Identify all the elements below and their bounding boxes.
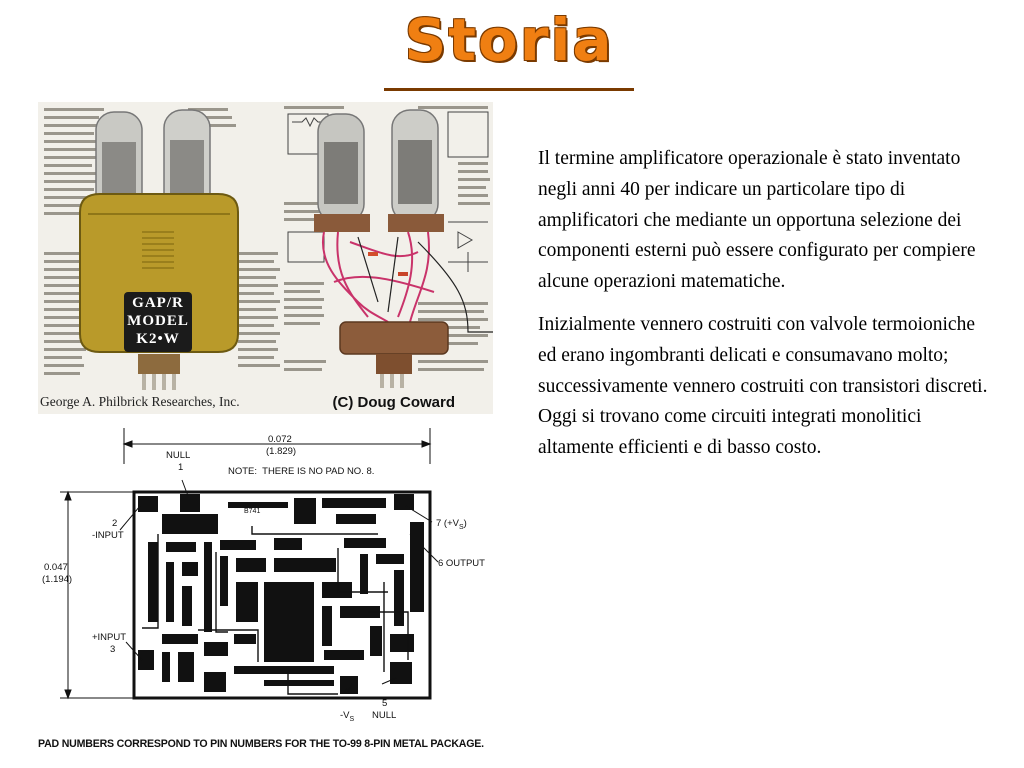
photo-credit-company: George A. Philbrick Researches, Inc.: [40, 394, 240, 409]
pin-5-number: 5: [382, 698, 388, 709]
pin-6-label: 6 OUTPUT: [438, 558, 485, 569]
tube-label-line-2: MODEL: [127, 313, 189, 329]
note-text: NOTE: THERE IS NO PAD NO. 8.: [228, 466, 375, 477]
tube-label: [124, 294, 192, 348]
ic-caption: PAD NUMBERS CORRESPOND TO PIN NUMBERS FOR THE TO-99 8-PIN METAL PACKAGE.: [38, 738, 484, 750]
photo-caption: [38, 390, 493, 414]
right-glass-tubes: [314, 110, 493, 388]
k2w-amplifier-can: [80, 194, 238, 390]
ic-die-layout: [38, 422, 503, 756]
pin-5-name: NULL: [372, 710, 397, 721]
vacuum-tube-opamp-photo: [38, 102, 493, 414]
title-underline: [384, 88, 634, 91]
dimension-top-value: 0.072: [268, 434, 292, 445]
pin-3-name: +INPUT: [92, 632, 127, 643]
paragraph-2: Inizialmente vennero costruiti con valvole termoioniche ed erano ingombranti delicati e consumavano molto; successivamente vennero costruiti con transistori discreti. Oggi si trovano come circuiti integrati monolitici altamente efficienti e di basso costo.: [538, 313, 988, 459]
slide-title-wrap: [384, 0, 634, 96]
pin-4-name: $-V_S$: [340, 710, 355, 723]
pin-3-number: 3: [110, 644, 116, 655]
photo-illustration: [38, 102, 493, 414]
dimension-left-value: 0.047: [44, 562, 68, 573]
tube-label-line-1: GAP/R: [132, 295, 184, 311]
slide-title: Storia: [404, 6, 614, 74]
dimension-top-mm: (1.829): [266, 446, 297, 457]
pin-1-number: 1: [178, 462, 184, 473]
pin-4-number: 4: [344, 686, 350, 697]
body-text: [538, 144, 998, 476]
pin-2-name: -INPUT: [92, 530, 124, 541]
tube-label-line-3: K2•W: [136, 331, 180, 347]
photo-credit-copyright: (C) Doug Coward: [332, 393, 455, 411]
pin-7-label: 7 $(+V_S)$: [436, 518, 467, 531]
pin-2-number: 2: [112, 518, 118, 529]
pin-1-name: NULL: [166, 450, 191, 461]
dimension-left-mm: (1.194): [42, 574, 73, 585]
paragraph-1: Il termine amplificatore operazionale è stato inventato negli anni 40 per indicare un particolare tipo di amplificatori che mediante un opportuna selezione dei componenti esterni può essere configurato per compiere alcune operazioni matematiche.: [538, 148, 976, 293]
chip-id: B741: [244, 508, 261, 515]
